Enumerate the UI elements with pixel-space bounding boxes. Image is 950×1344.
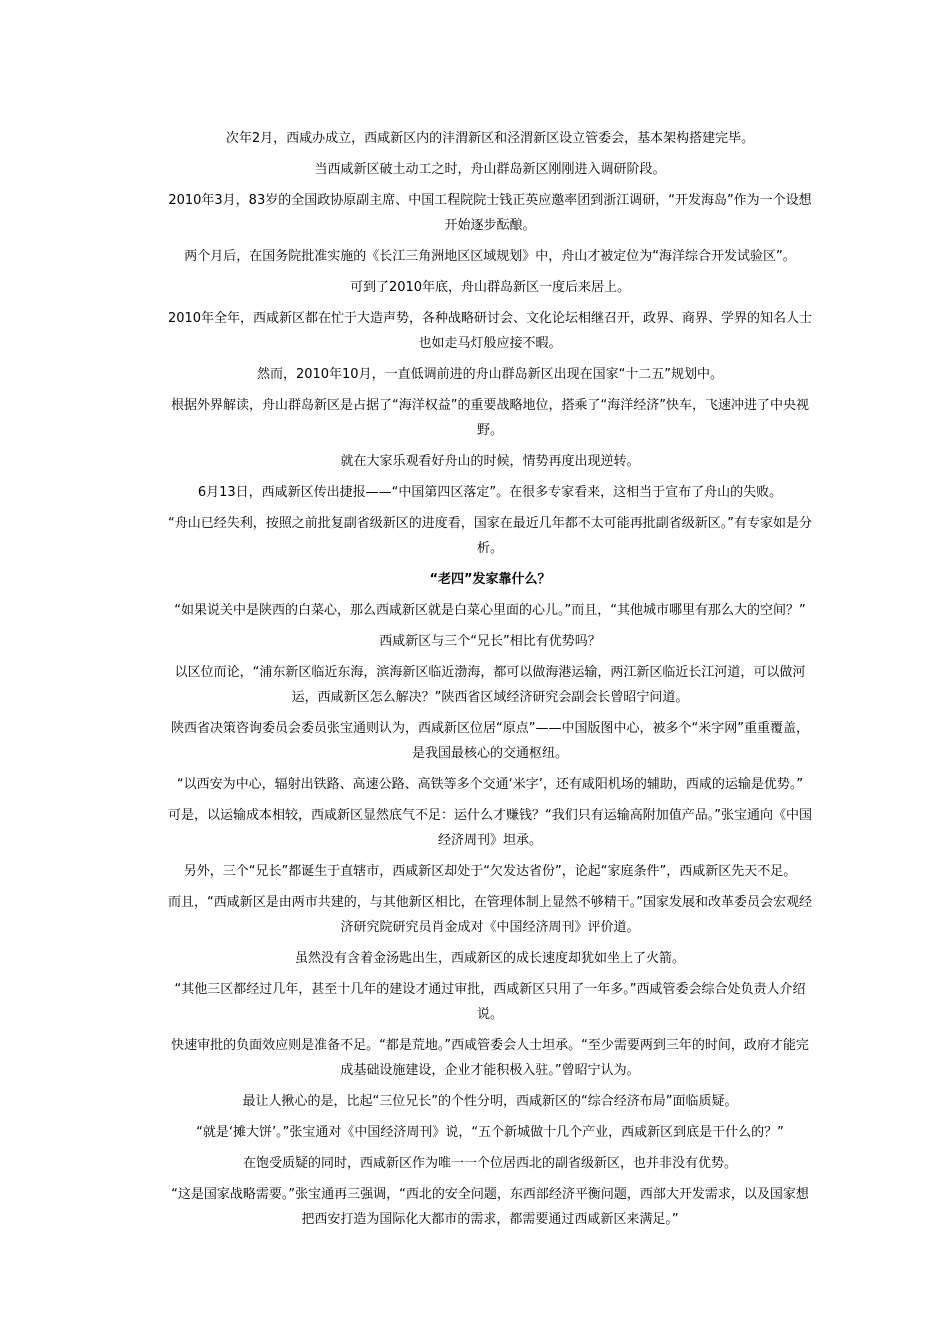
paragraph: 当西咸新区破土动工之时，舟山群岛新区刚刚进入调研阶段。: [314, 162, 666, 177]
paragraph: 可是，以运输成本相较，西咸新区显然底气不足：运什么才赚钱？“我们只有运输高附加值产品。”张宝通向《中国经济周刊》坦承。: [168, 808, 812, 848]
paragraph: “舟山已经失利，按照之前批复副省级新区的进度看，国家在最近几年都不太可能再批副省级新区。”有专家如是分析。: [168, 516, 812, 556]
paragraph: “这是国家战略需要。”张宝通再三强调，“西北的安全问题，东西部经济平衡问题，西部大开发需求，以及国家想把西安打造为国际化大都市的需求，都需要通过西咸新区来满足。”: [171, 1187, 809, 1227]
paragraph: 2010年全年，西咸新区都在忙于大造声势，各种战略研讨会、文化论坛相继召开，政界、商界、学界的知名人士也如走马灯般应接不暇。: [167, 311, 813, 351]
paragraph: 可到了2010年底，舟山群岛新区一度后来居上。: [349, 280, 631, 295]
paragraph: 最让人揪心的是，比起“三位兄长”的个性分明，西咸新区的“综合经济布局”面临质疑。: [242, 1094, 738, 1109]
paragraph: 西咸新区与三个“兄长”相比有优势吗？: [379, 634, 601, 649]
paragraph: 两个月后，在国务院批准实施的《长江三角洲地区区域规划》中，舟山才被定位为“海洋综合开发试验区”。: [184, 249, 796, 264]
paragraph: 而且，“西咸新区是由两市共建的，与其他新区相比，在管理体制上显然不够精干。”国家发展和改革委员会宏观经济研究院研究员肖金成对《中国经济周刊》评价道。: [168, 895, 812, 935]
paragraph: 根据外界解读，舟山群岛新区是占据了“海洋权益”的重要战略地位，搭乘了“海洋经济”快车，飞速冲进了中央视野。: [171, 398, 809, 438]
paragraph: “以西安为中心，辐射出铁路、高速公路、高铁等多个交通‘米字’，还有咸阳机场的辅助，西咸的运输是优势。”: [176, 777, 804, 792]
paragraph: 虽然没有含着金汤匙出生，西咸新区的成长速度却犹如坐上了火箭。: [294, 951, 685, 966]
paragraph: 快速审批的负面效应则是准备不足。“都是荒地。”西咸管委会人士坦承。“至少需要两到三年的时间，政府才能完成基础设施建设，企业才能积极入驻。”曾昭宁认为。: [171, 1038, 809, 1078]
section-heading: “老四”发家靠什么？: [429, 572, 551, 587]
paragraph: 然而，2010年10月，一直低调前进的舟山群岛新区出现在国家“十二五”规划中。: [256, 367, 724, 382]
paragraph: “其他三区都经过几年，甚至十几年的建设才通过审批，西咸新区只用了一年多。”西咸管委会综合处负责人介绍说。: [174, 982, 806, 1022]
paragraph: 次年2月，西咸办成立，西咸新区内的沣渭新区和泾渭新区设立管委会，基本架构搭建完毕。: [225, 131, 755, 146]
paragraph: 就在大家乐观看好舟山的时候，情势再度出现逆转。: [340, 454, 640, 469]
paragraph: 另外，三个“兄长”都诞生于直辖市，西咸新区却处于“欠发达省份”，论起“家庭条件”，西咸新区先天不足。: [183, 864, 797, 879]
document-body: [166, 126, 814, 1238]
paragraph: 2010年3月，83岁的全国政协原副主席、中国工程院院士钱正英应邀率团到浙江调研，“开发海岛”作为一个设想开始逐步酝酿。: [168, 193, 812, 233]
paragraph: 以区位而论，“浦东新区临近东海，滨海新区临近渤海，都可以做海港运输，两江新区临近长江河道，可以做河运，西咸新区怎么解决？”陕西省区域经济研究会副会长曾昭宁问道。: [174, 665, 806, 705]
paragraph: 6月13日，西咸新区传出捷报——“中国第四区落定”。在很多专家看来，这相当于宣布了舟山的失败。: [197, 485, 783, 500]
paragraph: “如果说关中是陕西的白菜心，那么西咸新区就是白菜心里面的心儿。”而且，“其他城市哪里有那么大的空间？”: [174, 603, 806, 618]
paragraph: 陕西省决策咨询委员会委员张宝通则认为，西咸新区位居“原点”——中国版图中心，被多个“米字网”重重覆盖，是我国最核心的交通枢纽。: [171, 721, 809, 761]
paragraph: “就是‘摊大饼’。”张宝通对《中国经济周刊》说，“五个新城做十几个产业，西咸新区到底是干什么的？”: [196, 1125, 784, 1140]
paragraph: 在饱受质疑的同时，西咸新区作为唯一一个位居西北的副省级新区，也并非没有优势。: [242, 1156, 737, 1171]
